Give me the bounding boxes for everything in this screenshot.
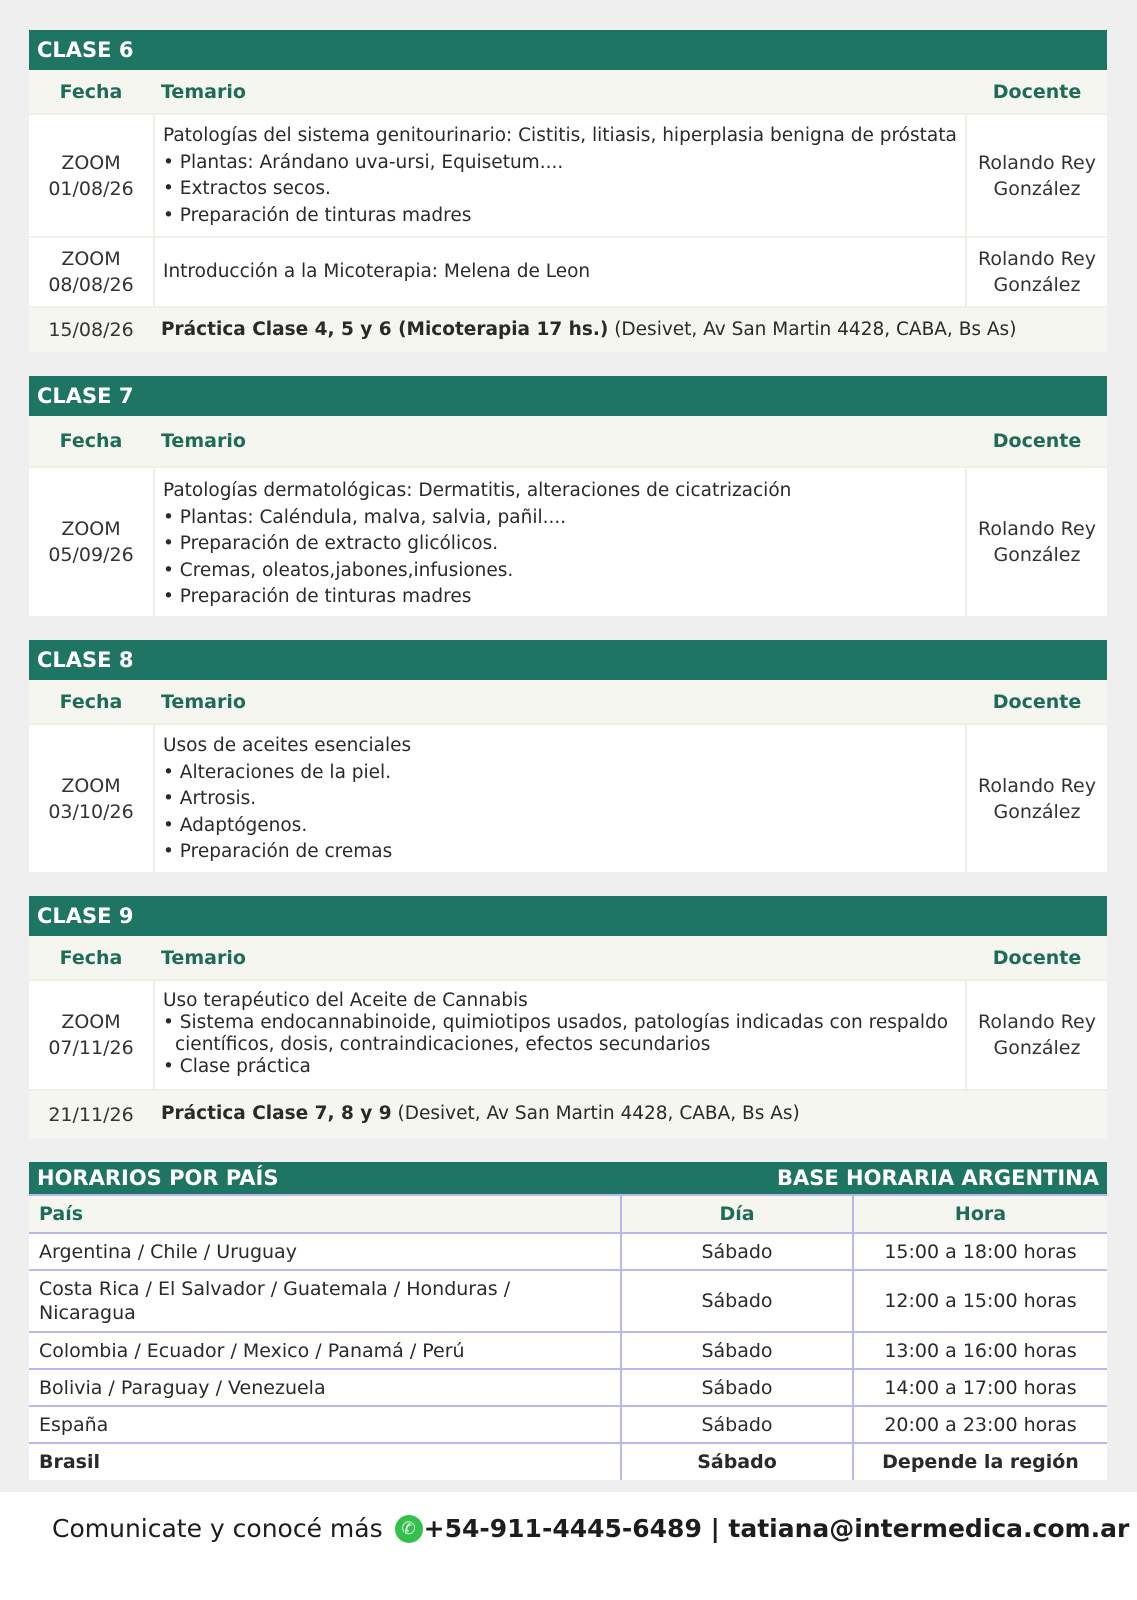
- practice-location: (Desivet, Av San Martin 4428, CABA, Bs As): [608, 318, 1017, 340]
- header-dia: Día: [621, 1195, 853, 1233]
- topic-bullet: • Extractos secos.: [163, 178, 331, 199]
- practice-date: 21/11/26: [48, 1103, 134, 1126]
- date-value: 08/08/26: [48, 274, 134, 296]
- topic-title: Patologías del sistema genitourinario: Cistitis, litiasis, hiperplasia benigna de próstata: [163, 125, 957, 146]
- header-temario: Temario: [161, 80, 246, 103]
- header-fecha: Fecha: [59, 946, 123, 969]
- header-fecha: Fecha: [59, 80, 123, 103]
- header-temario: Temario: [161, 430, 246, 452]
- topic-bullet: • Plantas: Caléndula, malva, salvia, pañil....: [163, 506, 567, 528]
- practice-description: [153, 308, 1107, 352]
- contact-separator: |: [701, 1514, 729, 1543]
- date-value: 05/09/26: [48, 544, 134, 566]
- date-mode: ZOOM: [61, 774, 121, 797]
- date-value: 01/08/26: [48, 177, 134, 200]
- column-headers: [29, 416, 1107, 466]
- hora-cell: 12:00 a 15:00 horas: [853, 1270, 1107, 1332]
- horarios-base: BASE HORARIA ARGENTINA: [777, 1166, 1099, 1190]
- header-docente: Docente: [992, 80, 1082, 103]
- topic-bullet: • Preparación de tinturas madres: [163, 586, 472, 607]
- column-headers: [29, 936, 1107, 979]
- topic-bullet: • Preparación de tinturas madres: [163, 204, 472, 226]
- topic-bullet: • Alteraciones de la piel.: [163, 761, 392, 783]
- hora-cell: 20:00 a 23:00 horas: [853, 1406, 1107, 1443]
- table-row: [29, 979, 1107, 1089]
- pais-cell: Argentina / Chile / Uruguay: [29, 1233, 621, 1270]
- contact-footer: [0, 1492, 1137, 1600]
- topic-cell: [155, 115, 965, 236]
- dia-cell: Sábado: [621, 1369, 853, 1406]
- date-cell: [29, 238, 155, 306]
- contact-line: [52, 1514, 1129, 1543]
- docente-name: Rolando Rey: [978, 1011, 1096, 1033]
- topic-cell: [155, 468, 965, 616]
- hora-cell: 13:00 a 16:00 horas: [853, 1332, 1107, 1369]
- docente-cell: [965, 725, 1107, 872]
- hora-cell: 15:00 a 18:00 horas: [853, 1233, 1107, 1270]
- table-row: [29, 236, 1107, 306]
- topic-bullet: • Sistema endocannabinoide, quimiotipos usados, patologías indicadas con respaldo científicos, dosis, contraindicaciones, efectos secundarios: [163, 1012, 949, 1055]
- contact-email[interactable]: tatiana@intermedica.com.ar: [728, 1514, 1130, 1543]
- docente-cell: [965, 238, 1107, 306]
- date-cell: [29, 981, 155, 1089]
- practice-title: Práctica Clase 7, 8 y 9: [161, 1103, 392, 1125]
- topic-bullet: • Cremas, oleatos,jabones,infusiones.: [163, 559, 514, 581]
- table-row: [29, 1369, 1107, 1406]
- column-headers: [29, 680, 1107, 723]
- header-temario: Temario: [161, 946, 246, 969]
- date-cell: [29, 725, 155, 872]
- horarios-header-row: [29, 1195, 1107, 1233]
- section-title: CLASE 6: [29, 30, 1107, 70]
- whatsapp-icon[interactable]: ✆: [395, 1515, 423, 1543]
- docente-name: Rolando Rey: [978, 151, 1096, 174]
- date-cell: [29, 468, 155, 616]
- clase-7-section: [29, 376, 1107, 616]
- docente-surname: González: [993, 544, 1081, 566]
- dia-cell: Sábado: [621, 1406, 853, 1443]
- date-value: 07/11/26: [48, 1037, 134, 1059]
- horarios-title: HORARIOS POR PAÍS: [37, 1166, 279, 1190]
- horarios-table: [29, 1194, 1107, 1480]
- topic-title: Patologías dermatológicas: Dermatitis, alteraciones de cicatrización: [163, 480, 792, 501]
- dia-cell: Sábado: [621, 1332, 853, 1369]
- header-fecha: Fecha: [59, 430, 123, 452]
- dia-cell: Sábado: [621, 1270, 853, 1332]
- docente-cell: [965, 115, 1107, 236]
- header-fecha: Fecha: [59, 690, 123, 713]
- clase-8-section: [29, 640, 1107, 872]
- section-title: CLASE 7: [29, 376, 1107, 416]
- topic-bullet: • Adaptógenos.: [163, 814, 308, 836]
- date-mode: ZOOM: [61, 518, 121, 540]
- clase-6-section: [29, 30, 1107, 352]
- practice-row: [29, 306, 1107, 352]
- table-row: [29, 466, 1107, 616]
- docente-surname: González: [993, 800, 1081, 823]
- hora-cell: 14:00 a 17:00 horas: [853, 1369, 1107, 1406]
- column-headers: [29, 70, 1107, 113]
- header-docente: Docente: [992, 690, 1082, 713]
- hora-cell: Depende la región: [853, 1443, 1107, 1480]
- date-mode: ZOOM: [61, 1011, 121, 1033]
- dia-cell: Sábado: [621, 1233, 853, 1270]
- topic-bullet: • Clase práctica: [163, 1056, 311, 1077]
- date-cell: [29, 115, 155, 236]
- clase-9-section: [29, 896, 1107, 1138]
- date-value: 03/10/26: [48, 800, 134, 823]
- topic-bullet: • Artrosis.: [163, 788, 257, 809]
- pais-cell: Costa Rica / El Salvador / Guatemala / Honduras / Nicaragua: [29, 1270, 621, 1332]
- practice-description: [153, 1091, 1107, 1138]
- contact-label: Comunicate y conocé más: [52, 1514, 383, 1543]
- topic-bullet: • Preparación de extracto glicólicos.: [163, 533, 499, 554]
- pais-cell: Bolivia / Paraguay / Venezuela: [29, 1369, 621, 1406]
- topic-cell: [155, 238, 965, 306]
- docente-name: Rolando Rey: [978, 248, 1096, 270]
- date-mode: ZOOM: [61, 151, 121, 174]
- table-row: [29, 1406, 1107, 1443]
- practice-title: Práctica Clase 4, 5 y 6 (Micoterapia 17 hs.): [161, 318, 609, 340]
- section-title: CLASE 9: [29, 896, 1107, 936]
- docente-surname: González: [993, 1037, 1081, 1059]
- horarios-section: [29, 1162, 1107, 1480]
- pais-cell: España: [29, 1406, 621, 1443]
- schedule-page: [29, 30, 1107, 1504]
- header-docente: Docente: [992, 430, 1082, 452]
- docente-cell: [965, 468, 1107, 616]
- table-row: [29, 1332, 1107, 1369]
- table-row: [29, 723, 1107, 872]
- topic-title: Usos de aceites esenciales: [163, 735, 412, 756]
- practice-row: [29, 1089, 1107, 1138]
- docente-surname: González: [993, 177, 1081, 200]
- topic-bullet: • Plantas: Arándano uva-ursi, Equisetum....: [163, 151, 564, 173]
- docente-name: Rolando Rey: [978, 774, 1096, 797]
- topic-title: Uso terapéutico del Aceite de Cannabis: [163, 990, 528, 1011]
- topic-title: Introducción a la Micoterapia: Melena de Leon: [163, 260, 591, 282]
- header-hora: Hora: [853, 1195, 1107, 1233]
- docente-surname: González: [993, 274, 1081, 296]
- practice-date: 15/08/26: [48, 319, 134, 341]
- docente-cell: [965, 981, 1107, 1089]
- topic-cell: [155, 725, 965, 872]
- table-row: [29, 1443, 1107, 1480]
- practice-location: (Desivet, Av San Martin 4428, CABA, Bs As): [391, 1103, 800, 1125]
- topic-bullet: • Preparación de cremas: [163, 841, 393, 862]
- horarios-title-bar: [29, 1162, 1107, 1194]
- table-row: [29, 1270, 1107, 1332]
- topic-cell: [155, 981, 965, 1089]
- docente-name: Rolando Rey: [978, 518, 1096, 540]
- dia-cell: Sábado: [621, 1443, 853, 1480]
- header-docente: Docente: [992, 946, 1082, 969]
- contact-phone[interactable]: +54-911-4445-6489: [423, 1514, 702, 1543]
- table-row: [29, 113, 1107, 236]
- section-title: CLASE 8: [29, 640, 1107, 680]
- table-row: [29, 1233, 1107, 1270]
- date-mode: ZOOM: [61, 248, 121, 270]
- header-temario: Temario: [161, 690, 246, 713]
- pais-cell: Brasil: [39, 1451, 101, 1473]
- pais-cell: Colombia / Ecuador / Mexico / Panamá / Perú: [29, 1332, 621, 1369]
- header-pais: País: [29, 1195, 621, 1233]
